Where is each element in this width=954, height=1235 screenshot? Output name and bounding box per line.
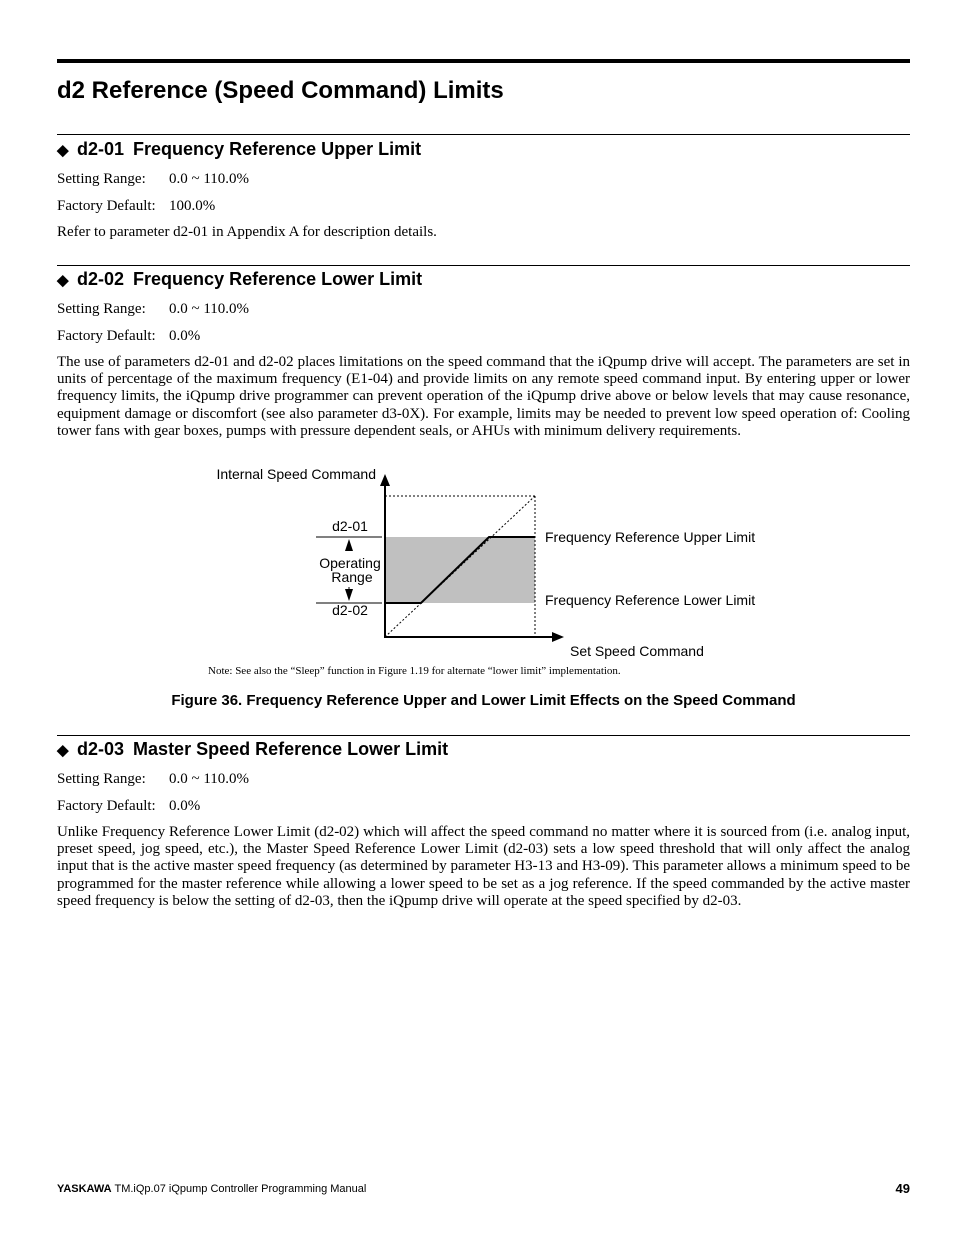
setting-range-value: 0.0 ~ 110.0% xyxy=(169,171,250,187)
section-rule xyxy=(57,265,910,266)
diamond-bullet-icon: ◆ xyxy=(57,142,69,159)
lower-marker-label: d2-02 xyxy=(332,602,368,618)
range-up-arrow-icon xyxy=(345,539,353,551)
factory-default-line xyxy=(57,198,215,215)
figure-caption: Figure 36. Frequency Reference Upper and Lower Limit Effects on the Speed Command xyxy=(171,692,796,709)
section-title: Frequency Reference Lower Limit xyxy=(133,269,423,289)
factory-default-value: 0.0% xyxy=(169,328,201,344)
setting-range-label: Setting Range: xyxy=(57,171,146,187)
parameter-number: d2-01 xyxy=(77,139,125,159)
factory-default-value: 0.0% xyxy=(169,798,201,814)
page-number: 49 xyxy=(895,1181,910,1196)
section-heading-d2-01 xyxy=(57,139,421,160)
section-body: Unlike Frequency Reference Lower Limit (d2-02) which will affect the speed command no matter where it is sourced from (i.e. analog input, preset speed, jog speed, etc.), the Master Speed Reference Lower Limit (d2-03) sets a low speed threshold that will only affect the analog input that is the active master speed frequency (as determined by parameter H3-13 and H3-09). This parameter allows a minimum speed to be programmed for the master reference while allowing a lower speed to be set as a jog reference. If the speed commanded by the active master speed frequency is below the setting of d2-03, then the iQpump drive will operate at the speed specified by d2-03. xyxy=(57,824,910,909)
section-body: Refer to parameter d2-01 in Appendix A for description details. xyxy=(57,224,437,240)
page-title: d2 Reference (Speed Command) Limits xyxy=(57,77,504,104)
operating-range-label-line1: Operating xyxy=(319,555,381,571)
x-axis-arrow-icon xyxy=(552,632,564,642)
parameter-number: d2-03 xyxy=(77,739,125,759)
upper-limit-label: Frequency Reference Upper Limit xyxy=(545,529,756,545)
limit-effects-diagram xyxy=(200,462,780,662)
operating-range-band xyxy=(385,537,535,603)
factory-default-line xyxy=(57,798,200,815)
y-axis-arrow-icon xyxy=(380,474,390,486)
factory-default-line xyxy=(57,328,200,345)
range-down-arrow-icon xyxy=(345,589,353,601)
setting-range-line xyxy=(57,171,249,188)
brand-name: YASKAWA xyxy=(57,1183,112,1195)
figure-note: Note: See also the “Sleep” function in Figure 1.19 for alternate “lower limit” implementation. xyxy=(208,665,621,677)
operating-range-label-line2: Range xyxy=(331,569,373,585)
section-rule xyxy=(57,735,910,736)
diamond-bullet-icon: ◆ xyxy=(57,742,69,759)
setting-range-line xyxy=(57,771,249,788)
upper-marker-label: d2-01 xyxy=(332,518,368,534)
factory-default-value: 100.0% xyxy=(169,198,216,214)
section-title: Frequency Reference Upper Limit xyxy=(133,139,422,159)
factory-default-label: Factory Default: xyxy=(57,798,156,814)
setting-range-label: Setting Range: xyxy=(57,301,146,317)
title-rule xyxy=(57,59,910,63)
footer-manual-title xyxy=(57,1183,366,1195)
manual-name: TM.iQp.07 iQpump Controller Programming Manual xyxy=(114,1183,367,1195)
y-axis-label: Internal Speed Command xyxy=(216,466,376,482)
factory-default-label: Factory Default: xyxy=(57,198,156,214)
section-body: The use of parameters d2-01 and d2-02 places limitations on the speed command that the iQpump drive will accept. The parameters are set in units of percentage of the maximum frequency (E1-04) and provide limits on any remote speed command input. By entering upper or lower frequency limits, the iQpump drive programmer can prevent operation of the iQpump drive above or below levels that may cause resonance, equipment damage or discomfort (see also parameter d3-0X). For example, limits may be needed to prevent low speed operation of: Cooling tower fans with gear boxes, pumps with pressure dependent seals, or AHUs with minimum delivery requirements. xyxy=(57,354,910,439)
section-title: Master Speed Reference Lower Limit xyxy=(133,739,449,759)
parameter-number: d2-02 xyxy=(77,269,125,289)
lower-limit-label: Frequency Reference Lower Limit xyxy=(545,592,756,608)
section-rule xyxy=(57,134,910,135)
section-heading-d2-02 xyxy=(57,269,422,290)
factory-default-label: Factory Default: xyxy=(57,328,156,344)
diamond-bullet-icon: ◆ xyxy=(57,272,69,289)
setting-range-value: 0.0 ~ 110.0% xyxy=(169,301,250,317)
section-heading-d2-03 xyxy=(57,739,448,760)
x-axis-label: Set Speed Command xyxy=(570,643,704,659)
setting-range-line xyxy=(57,301,249,318)
setting-range-label: Setting Range: xyxy=(57,771,146,787)
setting-range-value: 0.0 ~ 110.0% xyxy=(169,771,250,787)
